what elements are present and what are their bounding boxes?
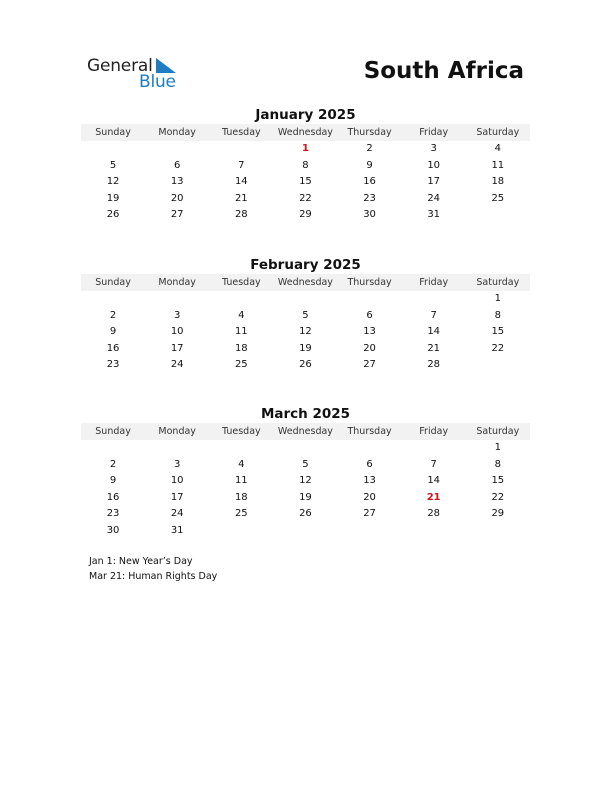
- day-cell: 5: [109, 159, 117, 171]
- day-cell: 17: [427, 176, 441, 188]
- day-cell: 26: [299, 359, 312, 371]
- weekday-header-row: [81, 274, 530, 291]
- empty-day-cell: [209, 141, 273, 158]
- day-cell: 24: [427, 192, 441, 204]
- day-cell: 10: [170, 326, 184, 338]
- day-cell: 16: [106, 491, 120, 503]
- country-title: South Africa: [363, 58, 524, 84]
- day-cell: 8: [302, 159, 309, 171]
- day-cell: 12: [299, 326, 312, 338]
- day-cell: 3: [430, 143, 437, 154]
- day-cell: 24: [170, 359, 184, 371]
- day-cell: 6: [366, 458, 373, 470]
- day-cell: 19: [299, 491, 312, 503]
- day-cell: 9: [366, 159, 373, 171]
- day-cell: 22: [299, 192, 312, 204]
- week-row: [81, 324, 530, 341]
- empty-day-cell: [273, 523, 337, 540]
- month-calendar: [81, 256, 530, 374]
- empty-day-cell: [209, 440, 273, 457]
- weekday-header-row: [81, 423, 530, 440]
- day-cell: 4: [238, 309, 245, 321]
- weekday-label: Friday: [419, 277, 449, 288]
- day-cell: 8: [494, 458, 501, 470]
- weekday-label: Monday: [158, 127, 196, 138]
- week-row: [81, 490, 530, 507]
- day-cell: 20: [363, 342, 376, 354]
- month-title: January 2025: [255, 107, 356, 123]
- day-cell: 30: [363, 209, 376, 221]
- week-row: [81, 457, 530, 474]
- day-cell: 19: [106, 192, 120, 204]
- week-row: [81, 308, 530, 325]
- empty-day-cell: [81, 141, 145, 158]
- empty-day-cell: [338, 291, 402, 308]
- day-cell: 11: [234, 475, 248, 487]
- day-cell: 18: [491, 176, 505, 188]
- holiday-day-cell: 21: [426, 491, 441, 503]
- day-cell: 31: [170, 524, 184, 536]
- day-cell: 22: [491, 342, 505, 354]
- week-row: [81, 191, 530, 208]
- day-cell: 18: [234, 342, 248, 354]
- day-cell: 4: [238, 458, 245, 470]
- day-cell: 11: [234, 326, 248, 338]
- month-calendar: [81, 106, 530, 224]
- week-row: [81, 523, 530, 540]
- day-cell: 27: [363, 508, 376, 520]
- day-cell: 10: [427, 159, 441, 171]
- day-cell: 27: [170, 209, 184, 221]
- day-cell: 7: [430, 309, 437, 321]
- week-row: [81, 440, 530, 457]
- day-cell: 24: [170, 508, 184, 520]
- month-title: February 2025: [250, 257, 361, 273]
- weekday-label: Wednesday: [277, 426, 333, 437]
- day-cell: 23: [363, 192, 376, 204]
- week-row: [81, 207, 530, 224]
- day-cell: 25: [234, 508, 248, 520]
- week-row: [81, 291, 530, 308]
- weekday-label: Sunday: [95, 127, 131, 138]
- month-title: March 2025: [260, 406, 351, 422]
- empty-day-cell: [402, 440, 466, 457]
- weekday-label: Wednesday: [277, 127, 333, 138]
- weekday-label: Saturday: [476, 127, 520, 138]
- day-cell: 28: [234, 209, 248, 221]
- weekday-label: Wednesday: [277, 277, 333, 288]
- day-cell: 13: [170, 176, 184, 188]
- empty-day-cell: [273, 291, 337, 308]
- day-cell: 28: [427, 508, 441, 520]
- empty-day-cell: [145, 440, 209, 457]
- day-cell: 1: [494, 442, 501, 453]
- logo-general-text: General: [87, 56, 153, 76]
- day-cell: 15: [491, 475, 505, 487]
- weekday-label: Saturday: [476, 277, 520, 288]
- day-cell: 27: [363, 359, 376, 371]
- empty-day-cell: [466, 207, 530, 224]
- empty-day-cell: [145, 141, 209, 158]
- empty-day-cell: [402, 523, 466, 540]
- day-cell: 18: [234, 491, 248, 503]
- day-cell: 29: [491, 508, 505, 520]
- empty-day-cell: [338, 523, 402, 540]
- day-cell: 20: [170, 192, 184, 204]
- day-cell: 3: [174, 309, 181, 321]
- weekday-label: Thursday: [347, 277, 392, 288]
- holiday-note: Jan 1: New Year’s Day: [89, 556, 193, 567]
- day-cell: 17: [170, 491, 184, 503]
- day-cell: 9: [109, 326, 117, 338]
- day-cell: 10: [170, 475, 184, 487]
- weekday-label: Sunday: [95, 426, 131, 437]
- day-cell: 4: [494, 143, 501, 154]
- day-cell: 31: [427, 209, 441, 221]
- logo: [87, 56, 187, 92]
- week-row: [81, 174, 530, 191]
- day-cell: 1: [494, 293, 501, 304]
- weekday-label: Sunday: [95, 277, 131, 288]
- week-row: [81, 141, 530, 158]
- day-cell: 29: [299, 209, 312, 221]
- empty-day-cell: [338, 440, 402, 457]
- day-cell: 3: [174, 458, 181, 470]
- empty-day-cell: [209, 291, 273, 308]
- day-cell: 2: [366, 143, 373, 154]
- month-calendar: [81, 405, 530, 540]
- day-cell: 21: [234, 192, 248, 204]
- day-cell: 25: [491, 192, 505, 204]
- weekday-label: Thursday: [347, 127, 392, 138]
- weekday-label: Tuesday: [221, 127, 261, 138]
- weekday-label: Tuesday: [221, 426, 261, 437]
- day-cell: 30: [106, 524, 120, 536]
- weekday-label: Tuesday: [221, 277, 261, 288]
- day-cell: 16: [106, 342, 120, 354]
- day-cell: 13: [363, 475, 376, 487]
- day-cell: 9: [109, 475, 117, 487]
- day-cell: 2: [109, 309, 117, 321]
- day-cell: 17: [170, 342, 184, 354]
- day-cell: 7: [430, 458, 437, 470]
- day-cell: 26: [106, 209, 120, 221]
- holiday-note: Mar 21: Human Rights Day: [89, 570, 218, 582]
- day-cell: 11: [491, 159, 505, 171]
- day-cell: 25: [234, 359, 248, 371]
- day-cell: 14: [427, 326, 441, 338]
- weekday-label: Saturday: [476, 426, 520, 437]
- weekday-label: Friday: [419, 426, 449, 437]
- day-cell: 15: [299, 176, 312, 188]
- day-cell: 15: [491, 326, 505, 338]
- week-row: [81, 473, 530, 490]
- empty-day-cell: [145, 291, 209, 308]
- empty-day-cell: [81, 440, 145, 457]
- weekday-header-row: [81, 124, 530, 141]
- day-cell: 6: [174, 159, 181, 171]
- day-cell: 5: [302, 309, 309, 321]
- empty-day-cell: [273, 440, 337, 457]
- day-cell: 6: [366, 309, 373, 321]
- day-cell: 28: [427, 359, 441, 371]
- day-cell: 7: [238, 159, 245, 171]
- week-row: [81, 341, 530, 358]
- empty-day-cell: [402, 291, 466, 308]
- day-cell: 5: [302, 458, 309, 470]
- weekday-label: Monday: [158, 277, 196, 288]
- week-row: [81, 357, 530, 374]
- empty-day-cell: [466, 523, 530, 540]
- holiday-day-cell: 1: [301, 143, 309, 154]
- day-cell: 23: [106, 359, 120, 371]
- day-cell: 8: [494, 309, 501, 321]
- empty-day-cell: [466, 357, 530, 374]
- day-cell: 12: [106, 176, 120, 188]
- day-cell: 22: [491, 491, 505, 503]
- day-cell: 14: [427, 475, 441, 487]
- weekday-label: Monday: [158, 426, 196, 437]
- week-row: [81, 506, 530, 523]
- week-row: [81, 158, 530, 175]
- day-cell: 16: [363, 176, 376, 188]
- holiday-notes: [89, 555, 217, 584]
- day-cell: 14: [234, 176, 248, 188]
- logo-blue-text: Blue: [139, 72, 176, 92]
- day-cell: 13: [363, 326, 376, 338]
- empty-day-cell: [81, 291, 145, 308]
- day-cell: 20: [363, 491, 376, 503]
- day-cell: 2: [109, 458, 117, 470]
- day-cell: 23: [106, 508, 120, 520]
- weekday-label: Thursday: [347, 426, 392, 437]
- day-cell: 21: [427, 342, 441, 354]
- weekday-label: Friday: [419, 127, 449, 138]
- day-cell: 26: [299, 508, 312, 520]
- empty-day-cell: [209, 523, 273, 540]
- day-cell: 19: [299, 342, 312, 354]
- day-cell: 12: [299, 475, 312, 487]
